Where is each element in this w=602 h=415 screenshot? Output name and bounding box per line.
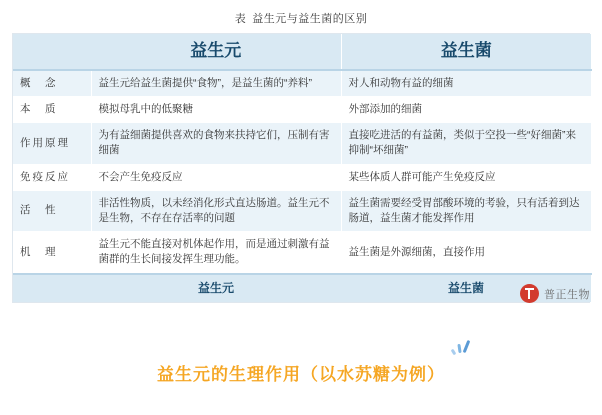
table-header bbox=[13, 34, 591, 70]
table-footer-prebiotic: 益生元 bbox=[91, 274, 341, 302]
table-footer bbox=[13, 274, 591, 302]
brand-logo-icon bbox=[520, 284, 539, 303]
table-caption-label: 表 bbox=[234, 13, 247, 25]
table-body bbox=[13, 70, 591, 274]
row-prebiotic-mechanism-principle: 为有益细菌提供喜欢的食物来扶持它们，压制有害细菌 bbox=[91, 123, 341, 164]
row-prebiotic-mechanism: 益生元不能直接对机体起作用，而是通过刺激有益菌群的生长间接发挥生理功能。 bbox=[91, 232, 341, 274]
table-row bbox=[13, 190, 591, 231]
table-row bbox=[13, 123, 591, 164]
row-prebiotic-immune-response: 不会产生免疫反应 bbox=[91, 164, 341, 190]
brand-name-label: 普正生物 bbox=[544, 288, 590, 301]
row-probiotic-mechanism-principle: 直接吃进活的有益菌，类似于空投一些“好细菌”来抑制“坏细菌” bbox=[341, 123, 591, 164]
row-label-essence: 本 质 bbox=[13, 96, 91, 122]
table-row bbox=[13, 96, 591, 122]
sparkle-icon bbox=[451, 340, 477, 362]
row-label-mechanism-principle: 作用原理 bbox=[13, 123, 91, 164]
table-row bbox=[13, 70, 591, 97]
row-label-immune-response: 免疫反应 bbox=[13, 164, 91, 190]
table-caption bbox=[0, 0, 602, 26]
table-header-probiotic: 益生菌 bbox=[341, 34, 591, 70]
row-label-activity: 活 性 bbox=[13, 190, 91, 231]
section-title-block bbox=[0, 360, 602, 385]
row-probiotic-concept: 对人和动物有益的细菌 bbox=[341, 70, 591, 97]
table-footer-blank bbox=[13, 274, 91, 302]
comparison-table-container bbox=[12, 33, 590, 303]
row-probiotic-activity: 益生菌需要经受胃部酸环境的考验，只有活着到达肠道，益生菌才能发挥作用 bbox=[341, 190, 591, 231]
comparison-table bbox=[13, 34, 592, 302]
table-header-prebiotic: 益生元 bbox=[91, 34, 341, 70]
table-header-blank bbox=[13, 34, 91, 70]
row-label-concept: 概 念 bbox=[13, 70, 91, 97]
row-probiotic-essence: 外部添加的细菌 bbox=[341, 96, 591, 122]
row-probiotic-immune-response: 某些体质人群可能产生免疫反应 bbox=[341, 164, 591, 190]
section-title: 益生元的生理作用（以水苏糖为例） bbox=[157, 365, 445, 384]
row-label-mechanism: 机 理 bbox=[13, 232, 91, 274]
row-probiotic-mechanism: 益生菌是外源细菌，直接作用 bbox=[341, 232, 591, 274]
table-footer-row bbox=[13, 274, 591, 302]
brand-watermark bbox=[516, 282, 594, 305]
table-header-row bbox=[13, 34, 591, 70]
table-row bbox=[13, 232, 591, 274]
row-prebiotic-activity: 非活性物质，以未经消化形式直达肠道。益生元不是生物，不存在存活率的问题 bbox=[91, 190, 341, 231]
table-caption-text: 益生元与益生菌的区别 bbox=[252, 13, 368, 25]
row-prebiotic-essence: 模拟母乳中的低聚糖 bbox=[91, 96, 341, 122]
table-footer-probiotic: 益生菌 bbox=[341, 274, 591, 302]
row-prebiotic-concept: 益生元给益生菌提供“食物”，是益生菌的“养料” bbox=[91, 70, 341, 97]
table-row bbox=[13, 164, 591, 190]
